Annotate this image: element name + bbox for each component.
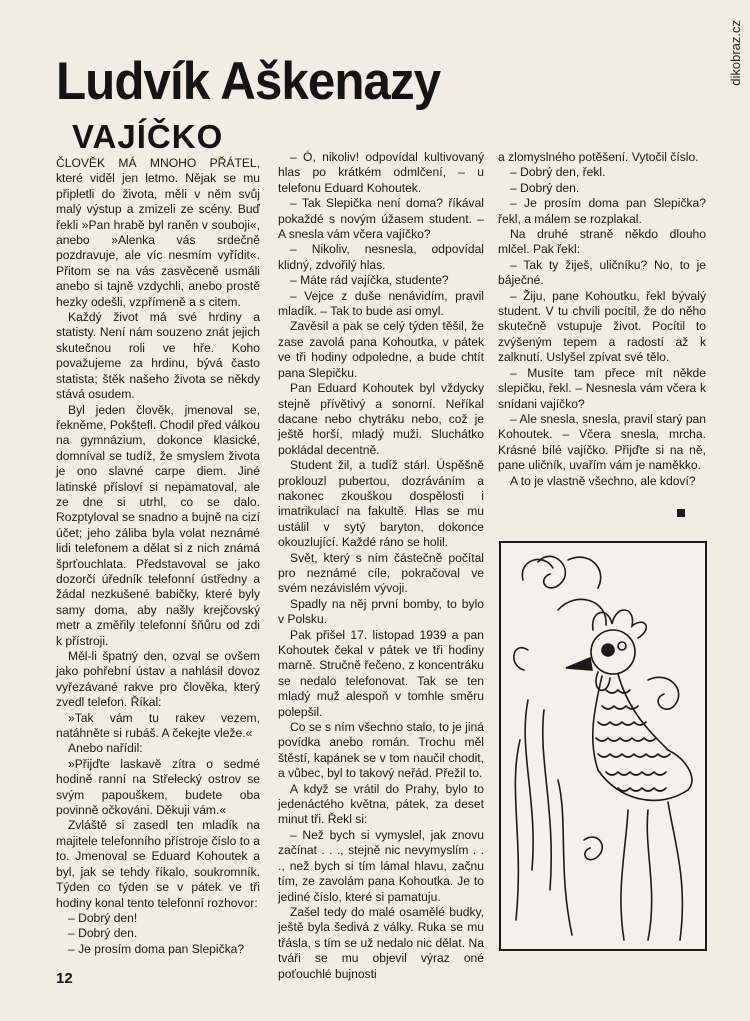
paragraph: Na druhé straně někdo dlouho mlčel. Pak řekl: [498, 227, 706, 257]
paragraph: Zavěsil a pak se celý týden těšil, že zase zavolá pana Kohoutka, v pátek ve tři hodiny odpoledne, a bude chtít pana Slepičku. [278, 319, 484, 380]
text-column-1 [56, 156, 260, 957]
paragraph: – Tak ty žiješ, uličníku? No, to je báječné. [498, 257, 706, 288]
watermark-text: dikobraz.cz [727, 20, 743, 86]
text-column-2 [278, 150, 484, 982]
paragraph: – Tak Slepička není doma? říkával pokaždé s novým úžasem student. – A snesla vám včera vajíčko? [278, 196, 484, 242]
paragraph: »Tak vám tu rakev vezem, natáhněte si rubáš. A čekejte vleže.« [56, 710, 260, 741]
paragraph: – Je prosím doma pan Slepička? řekl, a málem se rozplakal. [498, 196, 706, 226]
paragraph: Každý život má své hrdiny a statisty. Není nám souzeno znát jejich skutečnou roli ve hře. Koho považujeme za hrdinu, bývá často statista; štěk našeho života se někdy stává osudem. [56, 310, 260, 402]
paragraph: A když se vrátil do Prahy, bylo to jedenáctého května, pátek, za deset minut tři. Řekl si: [278, 781, 484, 827]
paragraph: a zlomyslného potěšení. Vytočil číslo. [498, 150, 699, 164]
paragraph: ČLOVĚK MÁ MNOHO PŘÁTEL, které viděl jen letmo. Nějak se mu připletli do života, měli v něm svůj malý výstup a zmizeli ze scény. Buď řekli »Pan hrabě byl raněn v souboji«, anebo »Alenka vás srdečně pozdravuje, ale víc nesmím vyřídit«. Přitom se na vás zasvěceně usmáli anebo si tajně vzdychli, anebo prostě hezky odešli, vzpřímeně a s citem. [56, 156, 260, 309]
paragraph: Anebo nařídil: [68, 741, 143, 756]
paragraph: – Nikoliv, nesnesla, odpovídal klidný, zdvořilý hlas. [278, 242, 484, 272]
paragraph: Svět, který s ním částečně počítal pro neznámé cíle, pokračoval ve svém nezávislém vývoji. [278, 550, 484, 596]
paragraph: Pan Eduard Kohoutek byl vždycky stejně přívětivý a sonorní. Neříkal dacane nebo chytráku nebo, což je ještě horší, mladý muži. Sluchátko pokládal decentně. [278, 381, 484, 457]
paragraph: – Vejce z duše nenávidím, pravil mladík. – Tak to bude asi omyl. [278, 288, 484, 319]
paragraph: – Než bych si vymyslel, jak znovu začínat . . ., stejně nic nevymyslím . . ., než bych si tím lámal hlavu, začnu tím, ze zavolám pana Kohoutka. Je to jediné číslo, které si pamatuju. [278, 827, 484, 904]
paragraph: – Dobrý den, řekl. [510, 165, 606, 180]
paragraph: – Ó, nikoliv! odpovídal kultivovaný hlas po krátkém odmlčení, – u telefonu Eduard Kohoutek. [278, 150, 484, 195]
rooster-illustration [498, 540, 708, 952]
paragraph: – Musíte tam přece mít někde slepičku, řekl. – Nesnesla vám včera k snídani vajíčko? [498, 365, 706, 411]
paragraph: Měl-li špatný den, ozval se ovšem jako pohřební ústav a nahlásil dovoz vyřezávané rakve pro člověka, který zvedl telefon. Říkal: [56, 649, 260, 710]
paragraph: – Je prosím doma pan Slepička? [68, 941, 245, 956]
paragraph: Student žil, a tudíž stárl. Úspěšně proklouzl pubertou, dozráváním a nakonec zkouškou dospělosti i imatrikulací na fakultě. Hlas se mu ustálil v sytý baryton, dokonce okouzlující. Každé ráno se holil. [278, 458, 484, 550]
paragraph: – Dobrý den. [510, 180, 580, 195]
paragraph: »Přijďte laskavě zítra o sedmé hodině ranní na Střelecký ostrov se svým papouškem, budete oba povinně očkováni. Děkuji vám.« [56, 756, 260, 818]
paragraph: – Ale snesla, snesla, pravil starý pan Kohoutek. – Včera snesla, mrcha. Krásné bílé vajíčko. Přijďte si na ně, pane uličník, uvařím vám je naměkko. [498, 411, 706, 473]
end-of-article-mark [677, 509, 685, 517]
paragraph: Co se s ním všechno stalo, to je jiná povídka anebo román. Trochu měl štěstí, kapánek se v tom naučil chodit, a vůbec, byl to takový neřád. Přežil to. [278, 720, 484, 781]
paragraph: Spadly na něj první bomby, to bylo v Polsku. [278, 596, 484, 627]
paragraph: Byl jeden člověk, jmenoval se, řekněme, Pokštefl. Chodil před válkou na gymnázium, dokonce klasické, domníval se tudíž, že smyslem života je ono slavné carpe diem. Jiné latinské přísloví si nepamatoval, ale ze dne si utrhl, co se dalo. Rozptyloval se snadno a bujně na cizí účet; jeho záliba byla volat neznámé lidi telefonem a dělat si z nich známá šprťouchlata. Představoval se jako dozorčí úředník telefonní ústředny a žádal nezkušené babičky, které byly samy doma, aby našly krejčovský metr a změřily telefonní šňůru od zdi k přístroji. [56, 402, 260, 648]
paragraph: Zvláště si zasedl ten mladík na majitele telefonního přístroje číslo to a to. Jmenoval se Eduard Kohoutek a byl, jak se tehdy říkalo, soukromník. Týden co týden se v pátek ve tři hodiny konal tento telefonní rozhovor: [56, 818, 260, 910]
author-name: Ludvík Aškenazy [56, 52, 441, 111]
paragraph: – Dobrý den. [68, 926, 138, 941]
paragraph: – Žiju, pane Kohoutku, řekl bývalý student. V tu chvíli pocítil, že do něho skutečně vstupuje život. Pocítil to zvýšeným tepem a radostí až k zalknutí. Uslyšel zpívat své tělo. [498, 288, 706, 365]
text-column-3 [498, 150, 706, 489]
page-number: 12 [56, 970, 73, 987]
story-title: VAJÍČKO [72, 118, 224, 155]
paragraph: Pak přišel 17. listopad 1939 a pan Kohoutek čekal v pátek ve tři hodiny marně. Stručně řečeno, z koncentráku se nedalo telefonovat. Tak se ten mladý muž alespoň v tomhle směru polepšil. [278, 627, 484, 719]
watermark [720, 20, 750, 90]
paragraph: – Dobrý den! [68, 910, 138, 925]
paragraph: A to je vlastně všechno, ale kdoví? [510, 473, 696, 488]
paragraph: Zašel tedy do malé osamělé budky, ještě byla šedivá z války. Ruka se mu třásla, s tím se už nedalo nic dělat. Na tváři se mu objevil výraz oné poťouchlé bujnosti [278, 904, 484, 981]
paragraph: – Máte rád vajíčka, studente? [290, 273, 449, 288]
